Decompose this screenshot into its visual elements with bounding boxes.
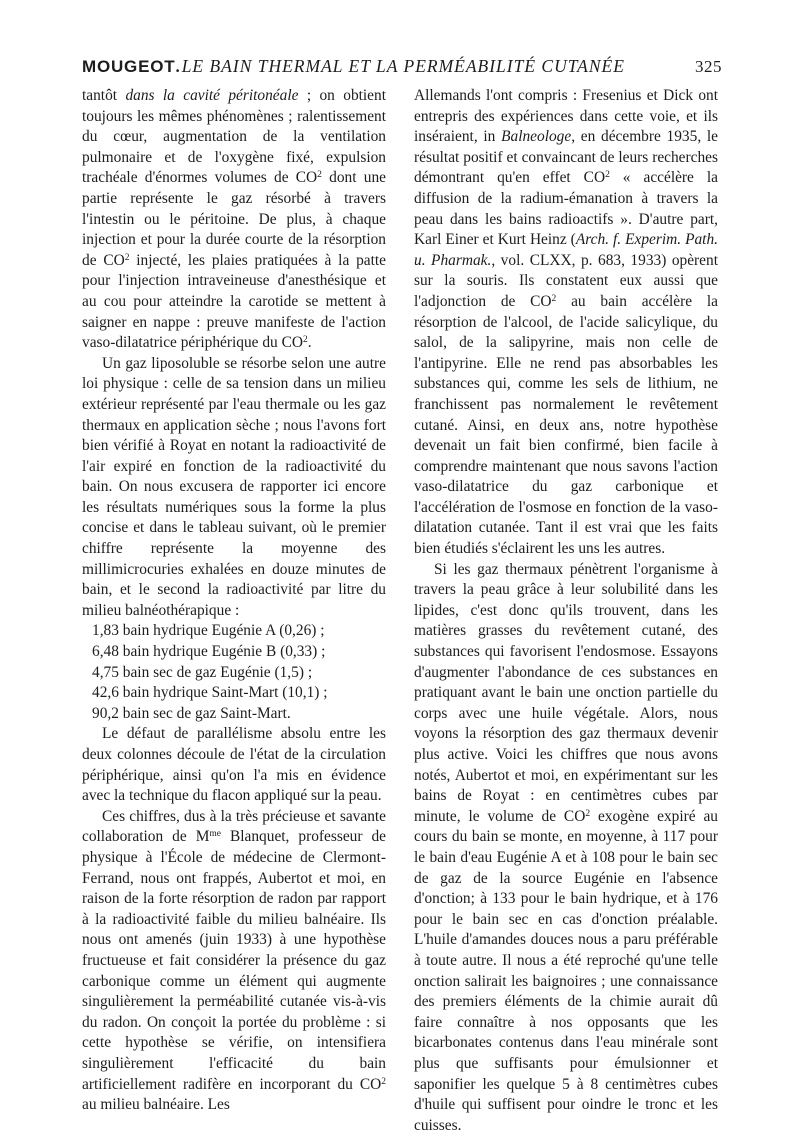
right-column — [414, 86, 718, 1136]
header-separator: . — [175, 57, 180, 76]
running-header — [82, 56, 722, 77]
paragraph: tantôt dans la cavité péritonéale ; on obtient toujours les mêmes phénomènes ; ralentissement du cœur, augmentation de la ventilation pulmonaire et de l'oxygène fixé, expulsion trachéale d'énormes volumes de $CO^2$ dont une partie représente le gaz résorbé à travers l'intestin ou le péritoine. De plus, à chaque injection et pour la durée courte de la résorption de $CO^2$ injecté, les plaies pratiquées à la patte pour l'injection intraveineuse d'anesthésique et au cou pour atteindre la carotide se mettent à saigner en nappe : preuve manifeste de l'action vaso-dilatatrice périphérique du $CO^2$. — [82, 87, 387, 352]
paragraph: Si les gaz thermaux pénètrent l'organisme à travers la peau grâce à leur solubilité dans les lipides, c'est donc qu'ils trouvent, dans les matières grasses du revêtement cutané, des substances qui favorisent l'endosmose. Essayons d'augmenter l'abondance de ces substances en pratiquant avant le bain une onction partielle du corps avec une huile végétale. Alors, nous voyons la résorption des gaz thermaux devenir plus active. Voici les chiffres que nous avons notés, Aubertot et moi, en expérimentant sur les bains de Royat : en centimètres cubes par minute, le volume de $CO^2$ exogène expiré au cours du bain se monte, en moyenne, à 117 pour le bain d'eau Eugénie A et à 108 pour le bain sec de gaz de la source Eugénie en l'absence d'onction; à 133 pour le bain hydrique, et à 176 pour le bain sec en cas d'onction préalable. L'huile d'amandes douces nous a paru préférable à toute autre. Il nous a été reproché qu'une telle onction salirait les baignoires ; une connaissance des premiers éléments de la chimie aurait dû faire connaître à nos opposants que les bicarbonates contenus dans l'eau minérale sont plus que suffisants pour émulsionner et saponifier les quelque 5 à 8 centimètres cubes d'huile qui suffisent pour oindre le tronc et les cuisses. — [414, 560, 718, 1134]
author-name: MOUGEOT — [82, 57, 176, 76]
paragraph: Ces chiffres, dus à la très précieuse et savante collaboration de $M^{me}$ Blanquet, professeur de physique à l'École de médecine de Clermont-Ferrand, nous ont frappés, Aubertot et moi, en raison de la forte résorption de radon par rapport à la radioactivité faible du milieu balnéaire. Ils nous ont amenés (juin 1933) à une hypothèse fructueuse et fait considérer la présence du gaz carbonique comme un élément qui augmente singulièrement la perméabilité cutanée vis-à-vis du radon. On conçoit la portée du problème : si cette hypothèse se vérifie, on intensifiera singulièrement l'efficacité du bain artificiellement radifère en incorporant du $CO^2$ au milieu balnéaire. Les — [82, 807, 386, 1114]
list-item: 4,75 bain sec de gaz Eugénie (1,5) ; — [92, 663, 313, 681]
left-column — [82, 86, 386, 1116]
list-item: 6,48 bain hydrique Eugénie B (0,33) ; — [92, 643, 326, 661]
list-item: 42,6 bain hydrique Saint-Mart (10,1) ; — [92, 684, 328, 702]
results-list — [82, 621, 386, 724]
list-item: 1,83 bain hydrique Eugénie A (0,26) ; — [92, 622, 325, 640]
list-item: 90,2 bain sec de gaz Saint-Mart. — [92, 704, 291, 722]
paragraph: Allemands l'ont compris : Fresenius et Dick ont entrepris des expériences dans cette voie, et ils inséraient, in Balneologe, en décembre 1935, le résultat positif et convaincant de leurs recherches démontrant qu'en effet $CO^2$ « accélère la diffusion de la radium-émanation à travers la peau dans les bains radioactifs ». D'autre part, Karl Einer et Kurt Heinz (Arch. f. Experim. Path. u. Pharmak., vol. CLXX, p. 683, 1933) opèrent sur la souris. Ils constatent eux aussi que l'adjonction de $CO^2$ au bain accélère la résorption de l'alcool, de l'acide salicylique, du salol, de la salipyrine, mais non celle de l'antipyrine. Elle ne rend pas absorbables les substances qui, comme les sels de lithium, ne franchissent pas normalement le revêtement cutané. Ainsi, en deux ans, notre hypothèse devenait un fait bien confirmé, bien facile à comprendre maintenant que nous savons l'action vaso-dilatatrice du gaz carbonique et l'accélération de l'osmose en fonction de la vaso-dilatation cutanée. Tant il est vrai que les faits bien étudiés s'éclairent les uns les autres. — [414, 87, 718, 558]
paragraph: Le défaut de parallélisme absolu entre les deux colonnes découle de l'état de la circulation périphérique, ainsi qu'on l'a mis en évidence avec la technique du flacon appliqué sur la peau. — [82, 725, 386, 805]
paragraph: Un gaz liposoluble se résorbe selon une autre loi physique : celle de sa tension dans un milieu extérieur représenté par l'eau thermale ou les gaz thermaux en application sèche ; nous l'avons fort bien vérifié à Royat en notant la radioactivité de l'air expiré en fonction de la radioactivité du bain. On nous excusera de rapporter ici encore les résultats numériques sous la forme la plus concise et dans le tableau suivant, où le premier chiffre représente la moyenne des millimicrocuries exhalées en douze minutes de bain, et le second la radioactivité par litre du milieu balnéothérapique : — [82, 354, 386, 619]
page-number: 325 — [695, 57, 722, 76]
article-title: LE BAIN THERMAL ET LA PERMÉABILITÉ CUTANÉE — [181, 56, 625, 76]
